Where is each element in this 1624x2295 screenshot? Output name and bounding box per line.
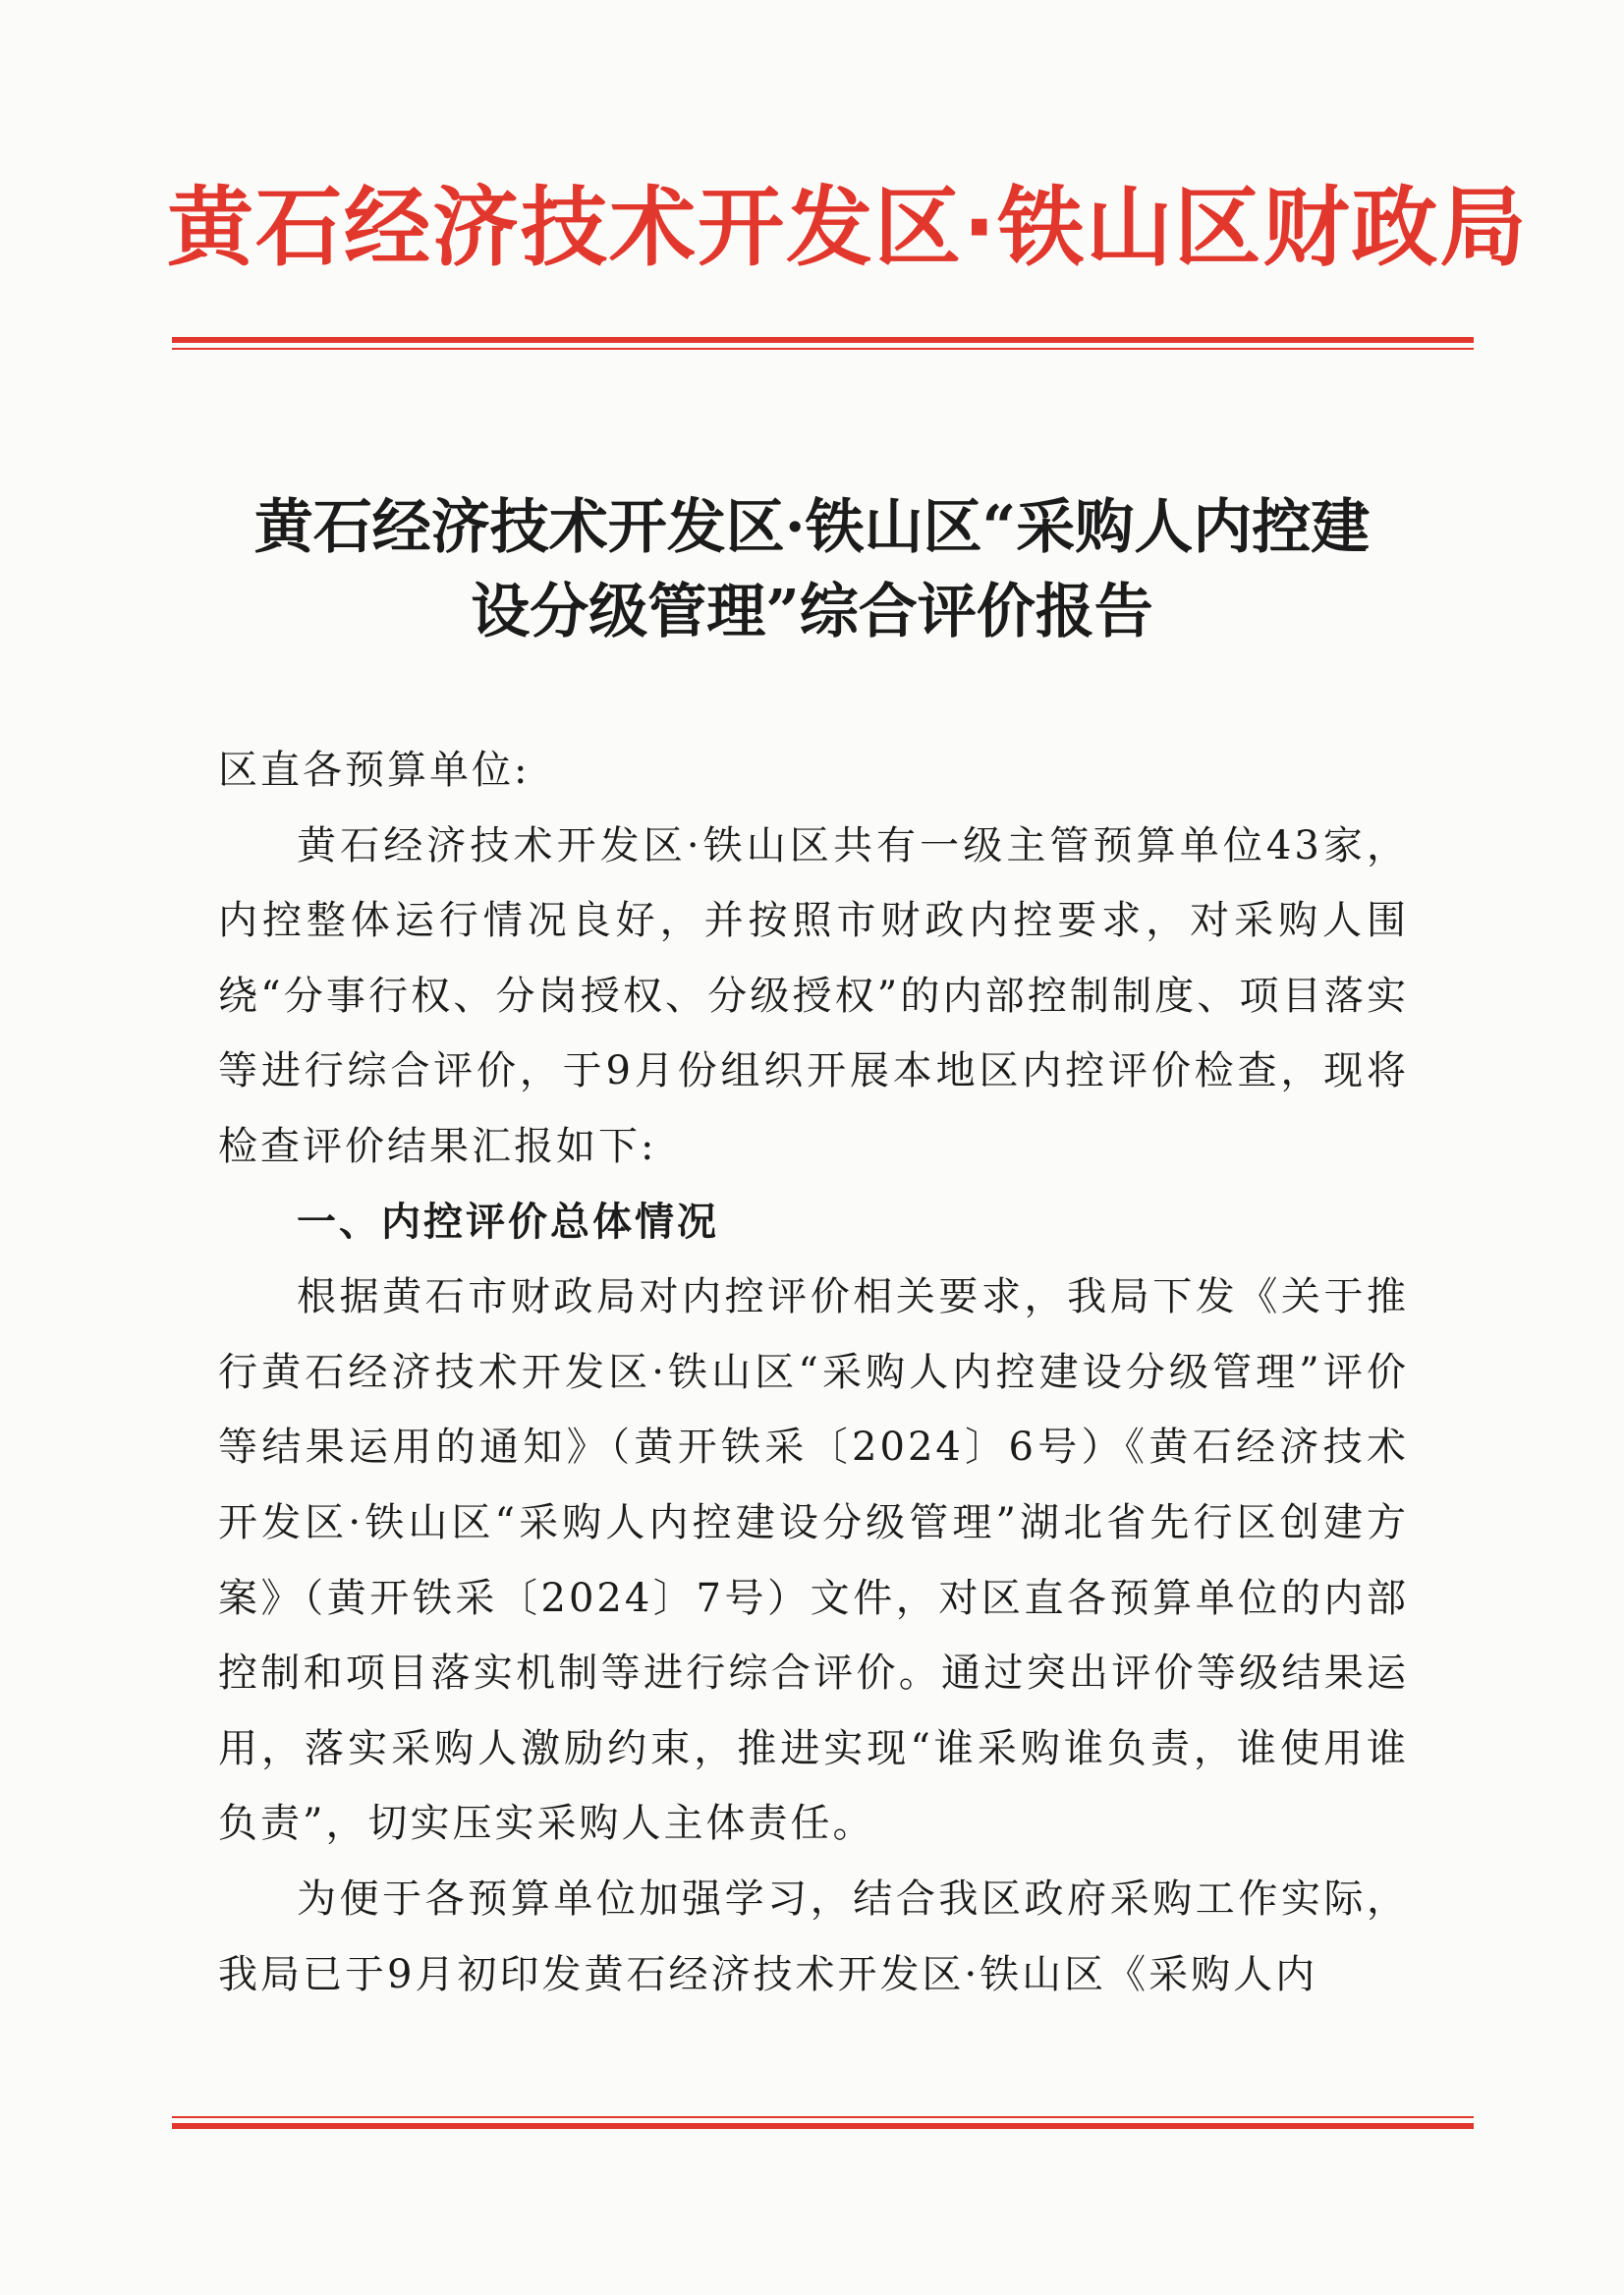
paragraph-intro: 黄石经济技术开发区·铁山区共有一级主管预算单位43家，内控整体运行情况良好，并按照市财政内控要求，对采购人围绕“分事行权、分岗授权、分级授权”的内部控制制度、项目落实等进行综合评价，于9月份组织开展本地区内控评价检查，现将检查评价结果汇报如下: — [218, 822, 1409, 1169]
header-divider — [172, 337, 1474, 350]
document-title — [196, 485, 1428, 654]
document-body — [218, 733, 1409, 2012]
paragraph-study: 为便于各预算单位加强学习，结合我区政府采购工作实际，我局已于9月初印发黄石经济技术开发区·铁山区《采购人内 — [218, 1875, 1409, 1997]
header-org-name: 黄石经济技术开发区·铁山区财政局 — [167, 177, 1529, 278]
paragraph-evaluation: 根据黄石市财政局对内控评价相关要求，我局下发《关于推行黄石经济技术开发区·铁山区“采购人内控建设分级管理”评价等结果运用的通知》（黄开铁采〔2024〕6号）《黄石经济技术开发区·铁山区“采购人内控建设分级管理”湖北省先行区创建方案》（黄开铁采〔2024〕7号）文件，对区直各预算单位的内部控制和项目落实机制等进行综合评价。通过突出评价等级结果运用，落实采购人激励约束，推进实现“谁采购谁负责，谁使用谁负责”，切实压实采购人主体责任。 — [218, 1274, 1409, 1847]
document-title-line1: 黄石经济技术开发区·铁山区“采购人内控建 — [253, 493, 1371, 562]
greeting: 区直各预算单位: — [218, 748, 531, 793]
document-title-line2: 设分级管理”综合评价报告 — [471, 578, 1153, 646]
section-heading-1: 一、内控评价总体情况 — [297, 1199, 719, 1245]
footer-divider — [172, 2116, 1474, 2129]
